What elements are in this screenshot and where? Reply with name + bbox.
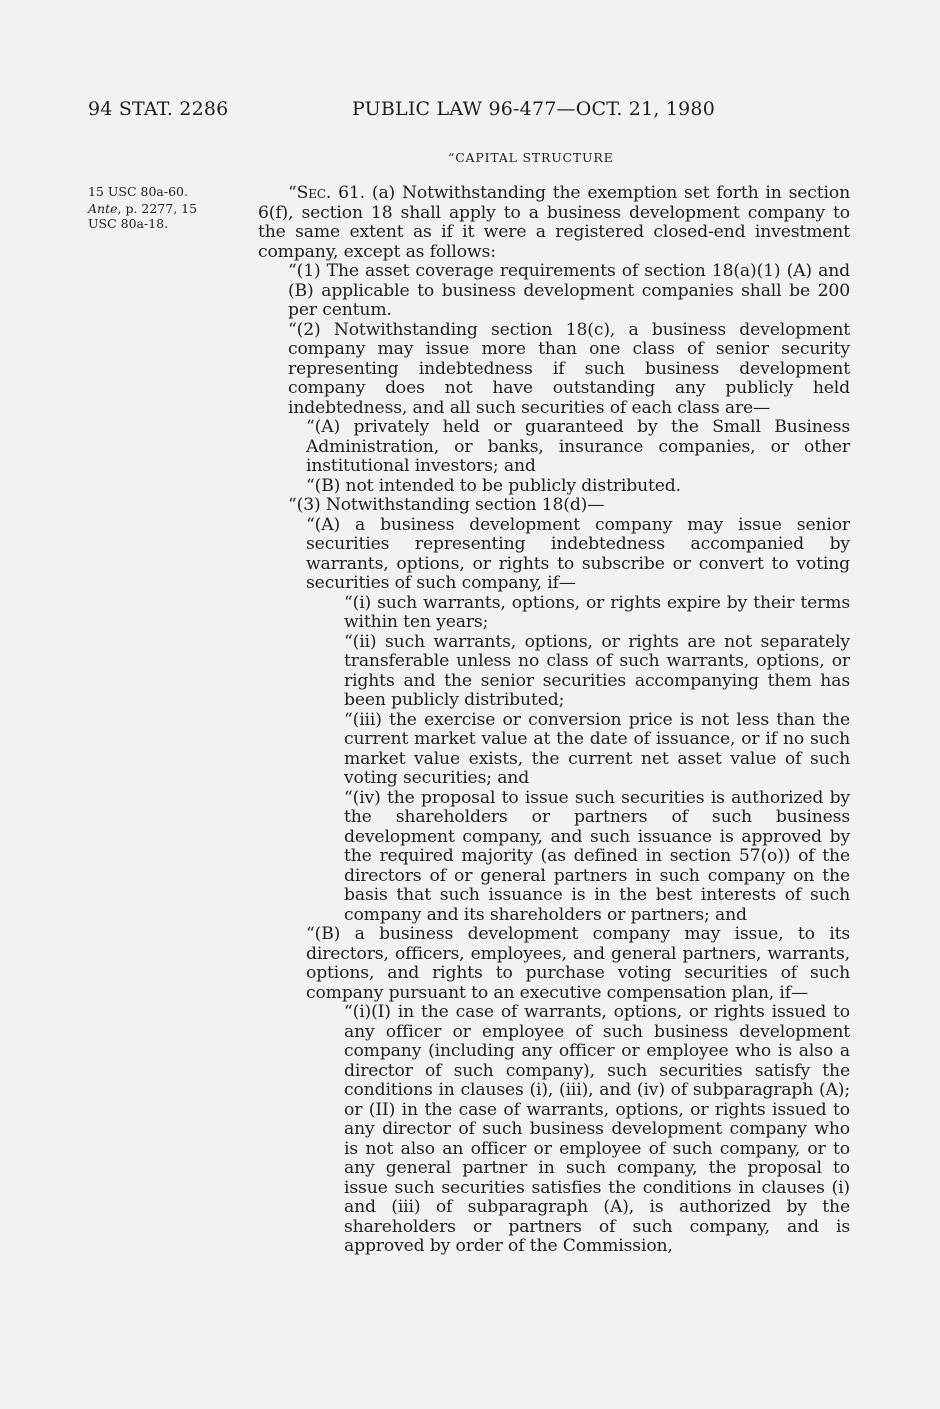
paragraph-1: “(1) The asset coverage requirements of section 18(a)(1) (A) and (B) applicable to business development companies shall be 200 per centum.: [288, 261, 850, 320]
margin-citation-usc: 15 USC 80a-60.: [88, 184, 188, 199]
sec-label: “Sec.: [288, 183, 332, 203]
paragraph-3b-clauses: [258, 1003, 850, 1257]
paragraph-3a: “(A) a business development company may issue senior securities representing indebtedness accompanied by warrants, options, or rights to subscribe or convert to voting securities of such company, if—: [306, 514, 850, 593]
paragraph-3b: “(B) a business development company may issue, to its directors, officers, employees, and general partners, warrants, options, and rights to purchase voting securities of such company pursuant to an executive compensation plan, if—: [306, 924, 850, 1003]
paragraph-1-block: [258, 262, 850, 321]
clause-3a-i: “(i) such warrants, options, or rights expire by their terms within ten years;: [344, 592, 850, 632]
section-61-intro: [258, 184, 850, 262]
paragraph-3a-block: [258, 516, 850, 594]
paragraph-3a-clauses: [258, 594, 850, 926]
paragraph-3b-block: [258, 925, 850, 1003]
paragraph-3-block: [258, 496, 850, 516]
clause-3a-iii: “(iii) the exercise or conversion price is not less than the current market value at the date of issuance, or if no such market value exists, the current net asset value of such voting securities; and: [344, 709, 850, 788]
section-heading: “CAPITAL STRUCTURE: [448, 150, 614, 165]
running-header: PUBLIC LAW 96-477—OCT. 21, 1980: [352, 98, 716, 120]
paragraph-3: “(3) Notwithstanding section 18(d)—: [288, 495, 605, 515]
stat-page-number: 94 STAT. 2286: [88, 98, 229, 120]
clause-3a-iv: “(iv) the proposal to issue such securities is authorized by the shareholders or partners of such business development company, and such issuance is approved by the required majority (as defined in section 57(o)) of the directors of or general partners in such company on the basis that such issuance is in the best interests of such company and its shareholders or partners; and: [344, 787, 850, 925]
paragraph-2a-block: [258, 418, 850, 496]
sec-intro-text: 61. (a) Notwithstanding the exemption set forth in section 6(f), section 18 shall apply to a business development company to the same extent as if it were a registered closed-end investment company, except as follows:: [258, 183, 850, 262]
clause-3b-i: “(i)(I) in the case of warrants, options, or rights issued to any officer or employee of such business development company (including any officer or employee who is also a director of such company), such securities satisfy the conditions in clauses (i), (iii), and (iv) of subparagraph (A); or (II) in the case of warrants, options, or rights issued to any director of such business development company who is not also an officer or employee of such company, or to any general partner in such company, the proposal to issue such securities satisfies the conditions in clauses (i) and (iii) of subparagraph (A), is authorized by the shareholders or partners of such company, and is approved by order of the Commission,: [344, 1002, 850, 1256]
margin-citation-ante: Ante, p. 2277, 15 USC 80a-18.: [88, 201, 198, 231]
paragraph-2-block: [258, 321, 850, 419]
paragraph-2: “(2) Notwithstanding section 18(c), a business development company may issue more than one class of senior security representing indebtedness if such business development company does not have outstanding any publicly held indebtedness, and all such securities of each class are—: [288, 319, 850, 418]
clause-3a-ii: “(ii) such warrants, options, or rights are not separately transferable unless no class of such warrants, options, or rights and the senior securities accompanying them has been publicly distributed;: [344, 631, 850, 710]
paragraph-2b: “(B) not intended to be publicly distributed.: [306, 475, 681, 496]
statute-body: [258, 184, 850, 1257]
paragraph-2a: “(A) privately held or guaranteed by the Small Business Administration, or banks, insurance companies, or other institutional investors; and: [306, 417, 850, 476]
